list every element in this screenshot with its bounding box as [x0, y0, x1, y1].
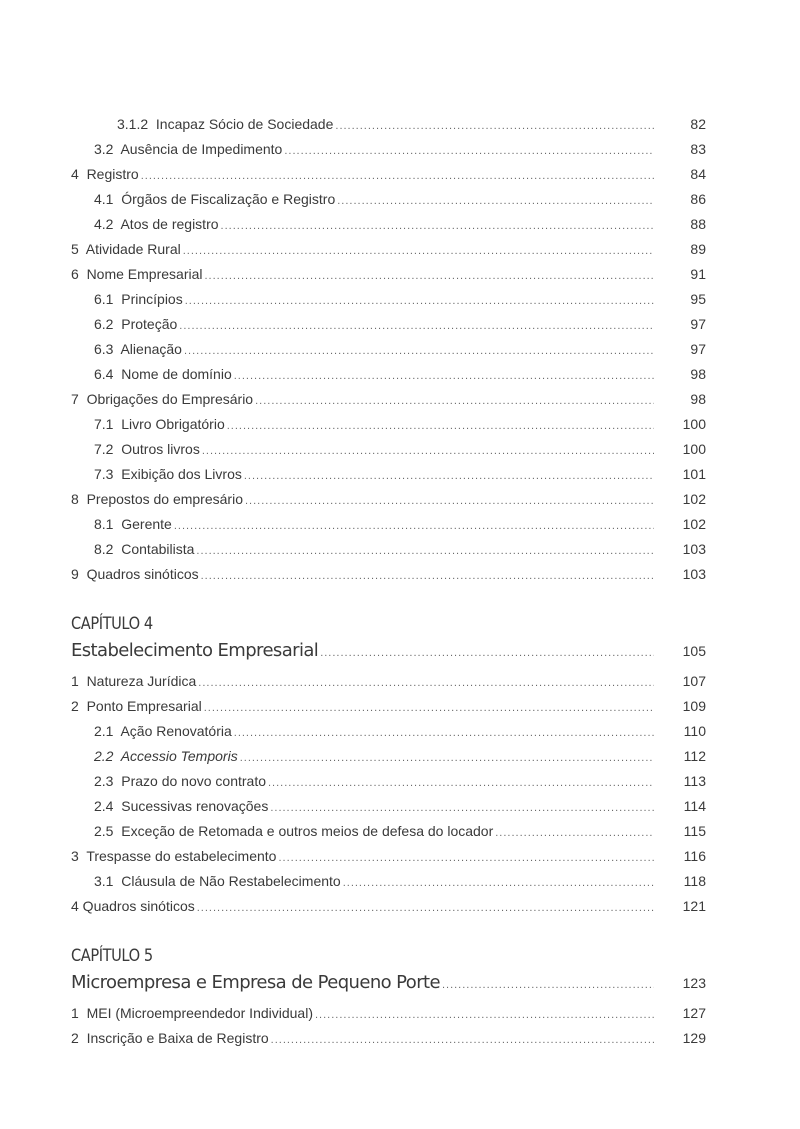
dot-leader — [197, 896, 654, 921]
toc-entry[interactable] — [71, 287, 706, 312]
toc-page-number: 114 — [683, 798, 706, 814]
dot-leader — [174, 514, 654, 539]
toc-entry[interactable] — [71, 387, 706, 412]
toc-entry-label: 8 Prepostos do empresário — [71, 491, 243, 507]
toc-page-number: 116 — [683, 848, 706, 864]
toc-entry[interactable] — [71, 669, 706, 694]
dot-leader — [337, 189, 654, 214]
toc-page-number: 88 — [690, 216, 706, 232]
toc-entry[interactable] — [71, 162, 706, 187]
toc-entry-label: 2.1 Ação Renovatória — [94, 723, 232, 739]
dot-leader — [270, 796, 654, 821]
dot-leader — [278, 846, 654, 871]
toc-page-number: 103 — [682, 541, 706, 557]
toc-entry[interactable] — [71, 137, 706, 162]
dot-leader — [185, 289, 654, 314]
dot-leader — [343, 871, 654, 896]
toc-entry-label: 7.2 Outros livros — [94, 441, 200, 457]
toc-entry[interactable] — [71, 744, 706, 769]
toc-entry[interactable] — [71, 187, 706, 212]
toc-page-number: 115 — [683, 823, 706, 839]
toc-entry-label: 3.1.2 Incapaz Sócio de Sociedade — [117, 116, 334, 132]
toc-entry[interactable] — [71, 112, 706, 137]
toc-entry[interactable] — [71, 719, 706, 744]
dot-leader — [205, 264, 655, 289]
toc-page-number: 103 — [682, 566, 706, 582]
dot-leader — [234, 721, 654, 746]
toc-page-number: 107 — [682, 673, 706, 689]
toc-entry-label: 7 Obrigações do Empresário — [71, 391, 254, 407]
toc-entry[interactable] — [71, 562, 706, 587]
toc-entry-label: 6 Nome Empresarial — [71, 266, 203, 282]
toc-entry[interactable] — [71, 1001, 706, 1026]
toc-page-number: 98 — [690, 366, 706, 382]
toc-page-number: 83 — [690, 141, 706, 157]
toc-page-number: 98 — [690, 391, 706, 407]
toc-page-number: 109 — [682, 698, 706, 714]
toc-entry[interactable] — [71, 212, 706, 237]
toc-entry-label: 6.2 Proteção — [94, 316, 178, 332]
toc-entry[interactable] — [71, 337, 706, 362]
dot-leader — [141, 164, 654, 189]
toc-page-number: 105 — [682, 643, 706, 659]
toc-entry-label: 3.2 Ausência de Impedimento — [94, 141, 283, 157]
dot-leader — [227, 414, 654, 439]
toc-entry-label: 9 Quadros sinóticos — [71, 566, 199, 582]
toc-page-number: 97 — [690, 341, 706, 357]
chapter-title-label: Estabelecimento Empresarial — [71, 640, 319, 661]
dot-leader — [198, 671, 654, 696]
toc-entry-label: 2 Inscrição e Baixa de Registro — [71, 1030, 269, 1046]
toc-entry-label: 2 Ponto Empresarial — [71, 698, 202, 714]
toc-entry-label: 3 Trespasse do estabelecimento — [71, 848, 277, 864]
chapter-heading: CAPÍTULO 5 — [71, 946, 153, 966]
dot-leader — [183, 239, 654, 264]
toc-entry-label: 2.5 Exceção de Retomada e outros meios de defesa do locador — [94, 823, 494, 839]
toc-entry[interactable] — [71, 412, 706, 437]
dot-leader — [320, 638, 654, 668]
toc-page-number: 84 — [690, 166, 706, 182]
dot-leader — [495, 821, 654, 846]
toc-page-number: 97 — [690, 316, 706, 332]
toc-entry-label: 2.3 Prazo do novo contrato — [94, 773, 266, 789]
toc-entry-label: 2.2 Accessio Temporis — [94, 748, 238, 764]
toc-entry[interactable] — [71, 312, 706, 337]
toc-page-number: 91 — [690, 266, 706, 282]
dot-leader — [335, 114, 654, 139]
toc-entry-label: 6.3 Alienação — [94, 341, 182, 357]
toc-entry[interactable] — [71, 487, 706, 512]
toc-page-number: 95 — [690, 291, 706, 307]
toc-page-number: 121 — [682, 898, 706, 914]
dot-leader — [240, 746, 654, 771]
toc-entry-label: 4.2 Atos de registro — [94, 216, 219, 232]
dot-leader — [196, 539, 654, 564]
toc-page-number: 82 — [690, 116, 706, 132]
toc-page-number: 129 — [682, 1030, 706, 1046]
toc-entry[interactable] — [71, 262, 706, 287]
dot-leader — [245, 489, 654, 514]
dot-leader — [442, 970, 654, 1000]
dot-leader — [255, 389, 654, 414]
toc-entry[interactable] — [71, 894, 706, 919]
toc-page-number: 86 — [690, 191, 706, 207]
dot-leader — [315, 1003, 654, 1028]
toc-entry[interactable] — [71, 769, 706, 794]
toc-entry-label: 8.2 Contabilista — [94, 541, 195, 557]
toc-entry[interactable] — [71, 844, 706, 869]
toc-entry-label: 1 Natureza Jurídica — [71, 673, 197, 689]
dot-leader — [271, 1028, 654, 1053]
toc-page-number: 123 — [682, 975, 706, 991]
toc-entry-label: 4 Registro — [71, 166, 139, 182]
toc-entry-label: 7.1 Livro Obrigatório — [94, 416, 225, 432]
toc-page-number: 110 — [683, 723, 706, 739]
dot-leader — [204, 696, 654, 721]
toc-entry-label: 7.3 Exibição dos Livros — [94, 466, 242, 482]
toc-entry-label: 5 Atividade Rural — [71, 241, 181, 257]
dot-leader — [184, 339, 654, 364]
toc-entry[interactable] — [71, 794, 706, 819]
chapter-title[interactable] — [71, 968, 706, 998]
toc-entry-label: 4 Quadros sinóticos — [71, 898, 195, 914]
toc-page-number: 102 — [682, 516, 706, 532]
dot-leader — [284, 139, 654, 164]
chapter-heading: CAPÍTULO 4 — [71, 614, 153, 634]
toc-entry-label: 1 MEI (Microempreendedor Individual) — [71, 1005, 313, 1021]
toc-page-number: 101 — [682, 466, 706, 482]
toc-entry-label: 8.1 Gerente — [94, 516, 172, 532]
toc-entry[interactable] — [71, 869, 706, 894]
dot-leader — [268, 771, 654, 796]
table-of-contents — [71, 112, 706, 1051]
toc-page-number: 113 — [683, 773, 706, 789]
toc-entry[interactable] — [71, 462, 706, 487]
toc-entry-label: 2.4 Sucessivas renovações — [94, 798, 269, 814]
chapter-title-label: Microempresa e Empresa de Pequeno Porte — [71, 972, 440, 993]
toc-page-number: 127 — [682, 1005, 706, 1021]
toc-entry-label: 6.1 Princípios — [94, 291, 183, 307]
toc-entry[interactable] — [71, 1026, 706, 1051]
toc-page-number: 100 — [682, 441, 706, 457]
dot-leader — [244, 464, 654, 489]
dot-leader — [234, 364, 654, 389]
toc-entry[interactable] — [71, 237, 706, 262]
toc-entry[interactable] — [71, 512, 706, 537]
dot-leader — [179, 314, 654, 339]
toc-entry[interactable] — [71, 362, 706, 387]
toc-page-number: 89 — [690, 241, 706, 257]
toc-entry-label: 6.4 Nome de domínio — [94, 366, 232, 382]
toc-page-number: 100 — [682, 416, 706, 432]
dot-leader — [202, 439, 654, 464]
toc-entry[interactable] — [71, 537, 706, 562]
toc-entry[interactable] — [71, 819, 706, 844]
toc-entry-label: 3.1 Cláusula de Não Restabelecimento — [94, 873, 341, 889]
dot-leader — [201, 564, 654, 589]
toc-page-number: 118 — [683, 873, 706, 889]
chapter-title[interactable] — [71, 636, 706, 666]
toc-entry[interactable] — [71, 694, 706, 719]
toc-entry[interactable] — [71, 437, 706, 462]
dot-leader — [221, 214, 654, 239]
toc-page-number: 112 — [683, 748, 706, 764]
toc-page-number: 102 — [682, 491, 706, 507]
toc-entry-label: 4.1 Órgãos de Fiscalização e Registro — [94, 191, 336, 207]
